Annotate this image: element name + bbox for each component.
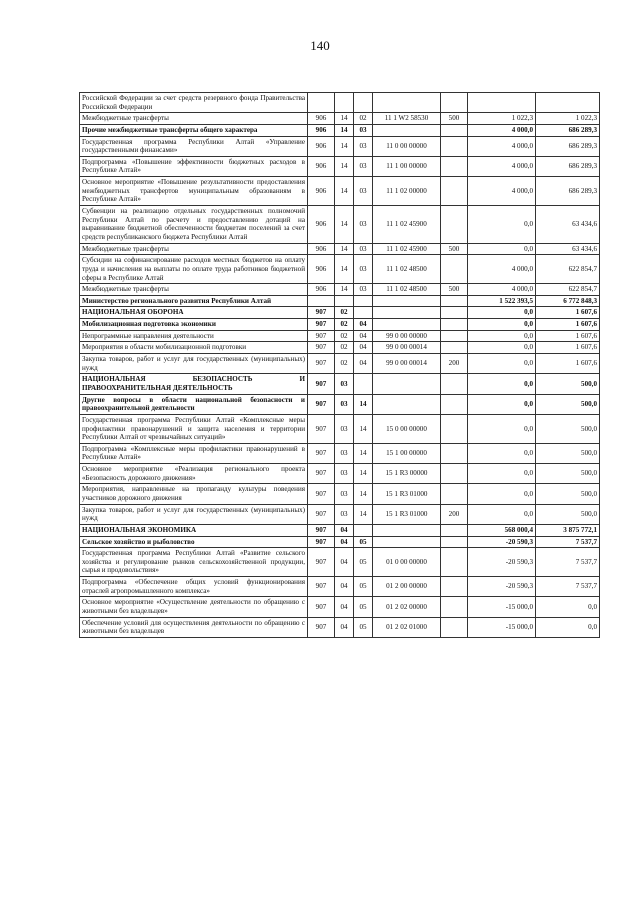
cell-expense-type [441,374,468,394]
cell-name: Основное мероприятие «Осуществление деятельности по обращению с животными без владельцев» [80,597,308,617]
cell-ministry-code: 907 [308,597,335,617]
cell-subsection [354,295,373,307]
cell-section: 04 [335,577,354,597]
cell-expense-type [441,548,468,577]
cell-target-article [373,536,441,548]
cell-section: 03 [335,464,354,484]
cell-ministry-code: 906 [308,177,335,206]
table-row [80,136,600,156]
cell-amount-total: 63 434,6 [536,243,600,255]
cell-ministry-code: 907 [308,504,335,524]
table-row [80,484,600,504]
cell-target-article: 11 1 W2 58530 [373,113,441,125]
cell-target-article: 15 1 00 00000 [373,443,441,463]
cell-section: 04 [335,617,354,637]
cell-section: 03 [335,504,354,524]
table-row [80,342,600,354]
cell-subsection: 02 [354,113,373,125]
cell-name: Министерство регионального развития Республики Алтай [80,295,308,307]
cell-target-article [373,93,441,113]
cell-amount-change: 0,0 [468,206,536,244]
table-row [80,354,600,374]
cell-amount-total: 3 875 772,1 [536,524,600,536]
cell-expense-type: 500 [441,284,468,296]
cell-subsection [354,524,373,536]
cell-amount-change: -20 590,3 [468,536,536,548]
table-row [80,243,600,255]
cell-target-article: 11 1 00 00000 [373,156,441,176]
cell-amount-total: 7 537,7 [536,577,600,597]
cell-amount-change: -15 000,0 [468,617,536,637]
cell-amount-total: 0,0 [536,597,600,617]
cell-expense-type [441,124,468,136]
table-row [80,536,600,548]
cell-amount-total: 1 607,6 [536,354,600,374]
cell-name: Закупка товаров, работ и услуг для государственных (муниципальных) нужд [80,354,308,374]
cell-ministry-code: 907 [308,548,335,577]
cell-amount-change: 4 000,0 [468,156,536,176]
cell-section [335,93,354,113]
cell-amount-total: 500,0 [536,464,600,484]
cell-amount-total: 7 537,7 [536,548,600,577]
cell-ministry-code: 906 [308,124,335,136]
cell-section: 03 [335,443,354,463]
table-row [80,330,600,342]
cell-expense-type: 200 [441,354,468,374]
cell-name: Закупка товаров, работ и услуг для государственных (муниципальных) нужд [80,504,308,524]
cell-expense-type [441,177,468,206]
cell-amount-change [468,93,536,113]
cell-section: 02 [335,342,354,354]
cell-expense-type [441,484,468,504]
cell-name: Государственная программа Республики Алтай «Развитие сельского хозяйства и регулирование рынков сельскохозяйственной продукции, сырья и продовольствия» [80,548,308,577]
cell-amount-total: 500,0 [536,414,600,443]
cell-section [335,295,354,307]
table-row [80,443,600,463]
cell-amount-change: 0,0 [468,504,536,524]
table-row [80,113,600,125]
cell-expense-type [441,319,468,331]
cell-ministry-code: 906 [308,284,335,296]
cell-ministry-code: 906 [308,243,335,255]
cell-name: Обеспечение условий для осуществления деятельности по обращению с животными без владельцев [80,617,308,637]
cell-name: Непрограммные направления деятельности [80,330,308,342]
cell-section: 03 [335,374,354,394]
cell-subsection: 03 [354,124,373,136]
cell-target-article: 01 2 02 01000 [373,617,441,637]
cell-subsection: 03 [354,255,373,284]
cell-amount-total: 500,0 [536,484,600,504]
cell-amount-total: 686 289,3 [536,177,600,206]
cell-amount-change: 0,0 [468,414,536,443]
cell-subsection: 03 [354,156,373,176]
cell-amount-total: 686 289,3 [536,136,600,156]
cell-target-article [373,374,441,394]
cell-subsection: 04 [354,319,373,331]
cell-name: Подпрограмма «Повышение эффективности бюджетных расходов в Республике Алтай» [80,156,308,176]
cell-amount-total: 63 434,6 [536,206,600,244]
cell-expense-type [441,93,468,113]
cell-subsection: 05 [354,617,373,637]
table-row [80,307,600,319]
cell-subsection: 03 [354,177,373,206]
cell-ministry-code: 907 [308,536,335,548]
cell-amount-total: 500,0 [536,394,600,414]
cell-section: 14 [335,136,354,156]
cell-amount-change: 0,0 [468,443,536,463]
cell-amount-change: -15 000,0 [468,597,536,617]
cell-section: 03 [335,394,354,414]
cell-subsection: 14 [354,464,373,484]
page-number: 140 [310,38,330,53]
cell-amount-change: 0,0 [468,307,536,319]
cell-amount-change: 4 000,0 [468,255,536,284]
cell-section: 14 [335,206,354,244]
cell-subsection: 03 [354,284,373,296]
cell-section: 02 [335,307,354,319]
cell-ministry-code: 906 [308,156,335,176]
cell-target-article: 99 0 00 00014 [373,342,441,354]
cell-target-article: 15 1 R3 00000 [373,464,441,484]
table-row [80,319,600,331]
cell-target-article: 01 2 00 00000 [373,577,441,597]
table-row [80,295,600,307]
cell-ministry-code: 907 [308,464,335,484]
cell-subsection: 03 [354,136,373,156]
cell-subsection: 14 [354,484,373,504]
cell-subsection [354,93,373,113]
cell-target-article [373,307,441,319]
cell-amount-total: 1 607,6 [536,330,600,342]
cell-name: Субвенции на реализацию отдельных государственных полномочий Республики Алтай по расчету и предоставлению дотаций на выравнивание бюджетной обеспеченности бюджетам поселений за счет средств республиканского бюджета Республики Алтай [80,206,308,244]
cell-section: 14 [335,113,354,125]
cell-target-article: 11 0 00 00000 [373,136,441,156]
cell-target-article: 15 0 00 00000 [373,414,441,443]
cell-target-article: 99 0 00 00014 [373,354,441,374]
cell-ministry-code: 907 [308,617,335,637]
cell-ministry-code: 907 [308,342,335,354]
cell-target-article: 15 1 R3 01000 [373,484,441,504]
cell-amount-change: 4 000,0 [468,177,536,206]
cell-ministry-code [308,93,335,113]
cell-subsection: 04 [354,354,373,374]
cell-name: Государственная программа Республики Алтай «Управление государственными финансами» [80,136,308,156]
cell-name: Основное мероприятие «Реализация регионального проекта «Безопасность дорожного движения» [80,464,308,484]
cell-name: Мероприятия в области мобилизационной подготовки [80,342,308,354]
cell-ministry-code: 906 [308,206,335,244]
cell-ministry-code: 907 [308,577,335,597]
cell-ministry-code: 906 [308,255,335,284]
cell-amount-change: 4 000,0 [468,284,536,296]
cell-name: Сельское хозяйство и рыболовство [80,536,308,548]
cell-ministry-code: 907 [308,394,335,414]
cell-amount-total: 686 289,3 [536,124,600,136]
cell-amount-change: 1 522 393,5 [468,295,536,307]
cell-target-article [373,124,441,136]
cell-section: 04 [335,524,354,536]
cell-subsection: 14 [354,443,373,463]
cell-amount-total: 622 854,7 [536,284,600,296]
cell-amount-total: 686 289,3 [536,156,600,176]
cell-subsection: 14 [354,394,373,414]
cell-subsection: 04 [354,330,373,342]
cell-amount-total: 1 607,6 [536,307,600,319]
cell-subsection: 14 [354,504,373,524]
cell-expense-type [441,295,468,307]
table-row [80,617,600,637]
cell-amount-total: 500,0 [536,504,600,524]
cell-ministry-code: 906 [308,113,335,125]
cell-section: 14 [335,156,354,176]
cell-amount-change: 568 000,4 [468,524,536,536]
cell-amount-total: 1 607,6 [536,342,600,354]
table-row [80,548,600,577]
cell-ministry-code: 906 [308,136,335,156]
cell-ministry-code: 907 [308,414,335,443]
cell-section: 14 [335,243,354,255]
table-row [80,374,600,394]
table-row [80,177,600,206]
table-row [80,206,600,244]
cell-subsection: 05 [354,577,373,597]
cell-ministry-code: 907 [308,330,335,342]
cell-section: 14 [335,255,354,284]
cell-name: Межбюджетные трансферты [80,113,308,125]
cell-name: Субсидии на софинансирование расходов местных бюджетов на оплату труда и начисления на выплаты по оплате труда работников бюджетной сферы в Республике Алтай [80,255,308,284]
table-row [80,156,600,176]
cell-amount-change: 0,0 [468,464,536,484]
table-row [80,577,600,597]
cell-target-article [373,394,441,414]
cell-section: 02 [335,319,354,331]
table-row [80,414,600,443]
cell-section: 02 [335,330,354,342]
cell-amount-total [536,93,600,113]
cell-expense-type [441,136,468,156]
cell-expense-type [441,206,468,244]
cell-name: Межбюджетные трансферты [80,243,308,255]
cell-amount-change: 4 000,0 [468,124,536,136]
table-row [80,524,600,536]
cell-name: Межбюджетные трансферты [80,284,308,296]
cell-expense-type [441,414,468,443]
cell-target-article [373,295,441,307]
cell-amount-change: -20 590,3 [468,577,536,597]
cell-section: 14 [335,124,354,136]
cell-section: 03 [335,484,354,504]
cell-section: 14 [335,177,354,206]
cell-name: Другие вопросы в области национальной безопасности и правоохранительной деятельности [80,394,308,414]
cell-name: Прочие межбюджетные трансферты общего характера [80,124,308,136]
table-row [80,597,600,617]
cell-subsection [354,307,373,319]
cell-section: 04 [335,536,354,548]
cell-amount-total: 7 537,7 [536,536,600,548]
cell-ministry-code: 907 [308,524,335,536]
cell-expense-type [441,255,468,284]
cell-name: Мобилизационная подготовка экономики [80,319,308,331]
table-body [80,93,600,638]
cell-name: Российской Федерации за счет средств резервного фонда Правительства Российской Федерации [80,93,308,113]
cell-expense-type [441,536,468,548]
cell-target-article: 11 1 02 45900 [373,206,441,244]
cell-ministry-code [308,295,335,307]
cell-amount-change: 0,0 [468,394,536,414]
cell-amount-total: 0,0 [536,617,600,637]
cell-target-article [373,524,441,536]
cell-name: НАЦИОНАЛЬНАЯ ЭКОНОМИКА [80,524,308,536]
cell-expense-type: 500 [441,243,468,255]
cell-target-article [373,319,441,331]
cell-name: НАЦИОНАЛЬНАЯ ОБОРОНА [80,307,308,319]
cell-expense-type [441,156,468,176]
cell-expense-type [441,577,468,597]
table-row [80,464,600,484]
table-row [80,394,600,414]
cell-amount-change: 0,0 [468,374,536,394]
cell-name: Мероприятия, направленные на пропаганду культуры поведения участников дорожного движения [80,484,308,504]
cell-target-article: 01 2 02 00000 [373,597,441,617]
cell-amount-change: 0,0 [468,484,536,504]
cell-ministry-code: 907 [308,374,335,394]
cell-expense-type [441,464,468,484]
cell-amount-change: 0,0 [468,342,536,354]
cell-amount-total: 500,0 [536,374,600,394]
cell-amount-change: 1 022,3 [468,113,536,125]
cell-target-article: 11 1 02 48500 [373,255,441,284]
cell-expense-type [441,617,468,637]
cell-subsection: 04 [354,342,373,354]
cell-expense-type [441,524,468,536]
cell-amount-change: 0,0 [468,319,536,331]
cell-expense-type [441,342,468,354]
cell-target-article: 11 1 02 00000 [373,177,441,206]
cell-expense-type [441,307,468,319]
cell-name: НАЦИОНАЛЬНАЯ БЕЗОПАСНОСТЬ И ПРАВООХРАНИТЕЛЬНАЯ ДЕЯТЕЛЬНОСТЬ [80,374,308,394]
table-row [80,284,600,296]
cell-amount-change: 0,0 [468,243,536,255]
cell-amount-change: 0,0 [468,354,536,374]
table-row [80,255,600,284]
cell-target-article: 11 1 02 48500 [373,284,441,296]
cell-ministry-code: 907 [308,443,335,463]
cell-expense-type: 200 [441,504,468,524]
cell-section: 14 [335,284,354,296]
cell-subsection: 03 [354,206,373,244]
cell-ministry-code: 907 [308,354,335,374]
cell-name: Основное мероприятие «Повышение результативности предоставления межбюджетных трансфертов муниципальным образованиям в Республике Алтай» [80,177,308,206]
cell-name: Подпрограмма «Комплексные меры профилактики правонарушений в Республике Алтай» [80,443,308,463]
cell-target-article: 11 1 02 45900 [373,243,441,255]
cell-ministry-code: 907 [308,307,335,319]
cell-ministry-code: 907 [308,319,335,331]
table-row [80,93,600,113]
cell-target-article: 01 0 00 00000 [373,548,441,577]
cell-amount-change: 4 000,0 [468,136,536,156]
table-row [80,504,600,524]
budget-table [79,92,600,638]
cell-expense-type [441,330,468,342]
cell-amount-total: 500,0 [536,443,600,463]
cell-target-article: 99 0 00 00000 [373,330,441,342]
cell-amount-total: 622 854,7 [536,255,600,284]
cell-expense-type [441,443,468,463]
cell-amount-change: 0,0 [468,330,536,342]
cell-amount-total: 1 022,3 [536,113,600,125]
cell-subsection: 14 [354,414,373,443]
cell-subsection: 05 [354,536,373,548]
cell-name: Подпрограмма «Обеспечение общих условий функционирования отраслей агропромышленного комплекса» [80,577,308,597]
cell-subsection: 05 [354,597,373,617]
cell-amount-total: 6 772 848,3 [536,295,600,307]
cell-amount-change: -20 590,3 [468,548,536,577]
cell-name: Государственная программа Республики Алтай «Комплексные меры профилактики правонарушений и защита населения и территории Республики Алтай от чрезвычайных ситуаций» [80,414,308,443]
cell-section: 04 [335,597,354,617]
cell-expense-type [441,597,468,617]
cell-subsection [354,374,373,394]
cell-section: 03 [335,414,354,443]
cell-section: 04 [335,548,354,577]
table-row [80,124,600,136]
cell-subsection: 05 [354,548,373,577]
cell-expense-type: 500 [441,113,468,125]
cell-target-article: 15 1 R3 01000 [373,504,441,524]
cell-ministry-code: 907 [308,484,335,504]
cell-expense-type [441,394,468,414]
cell-amount-total: 1 607,6 [536,319,600,331]
cell-subsection: 03 [354,243,373,255]
cell-section: 02 [335,354,354,374]
